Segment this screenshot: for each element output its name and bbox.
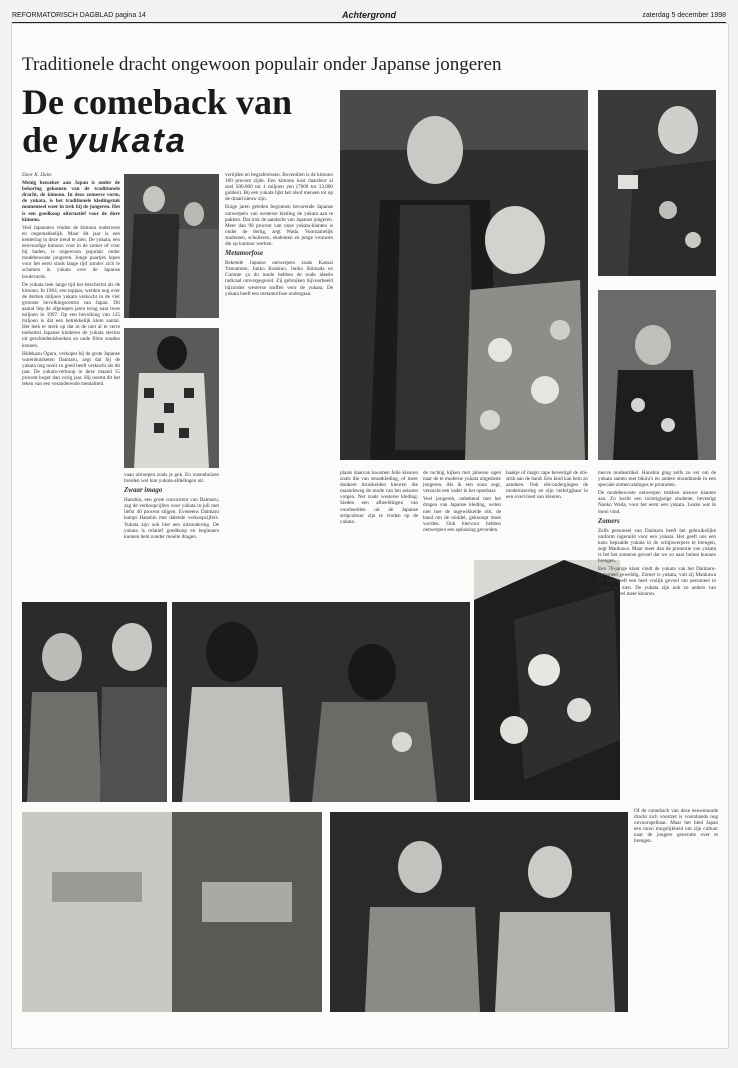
- article-paragraph: merve modeartikel. Hanshin ging zelfs zo ver om de yukata samen met bikini's en andere strandmode in een speciale zomercatalogus te promoten.: [598, 470, 716, 489]
- photo-crowd-back: [172, 602, 470, 802]
- page-header: [12, 10, 726, 22]
- article-lead: Menig bezoeker aan Japan is onder de bekoring gekomen van de traditionele dracht, de kimono. In deze zomerse vorm, de yukata, is het traditionele kledingstuk momenteel weer in trek bij de jongeren. Het is een goedkoop alternatief voor de dure kimono.: [22, 180, 120, 223]
- article-column-3: [225, 172, 333, 590]
- article-paragraph: haakje of magic tape bevestigd de obi-strik aan de band. Een kind kan hem zo aandoen. Ook obi-ondergingen de modernisering en zijn verkrijgbaar in een overvloed van kleuren.: [506, 470, 588, 501]
- header-section: Achtergrond: [342, 10, 396, 20]
- article-paragraph: Of de comeback van deze eeuwenoude dracht zich voortzet is voorshands nog onvoorspelbaar. Maar het bied Japan een mooi mogelijkheid om zijn cultuur naar de jongere generatie over te brengen.: [634, 808, 718, 845]
- photo-girl-drinking: [598, 290, 716, 460]
- article-column-4: [340, 470, 418, 592]
- article-column-7: [598, 470, 716, 800]
- headline-yukata: yukata: [67, 122, 187, 160]
- article-paragraph: vertijden en begrafenissen. Bovendien is de kimono 100 procent zijde. Een kimono kost daardoor al snel 500.000 tot 1 miljoen yen (7000 tot 13.000 gulden). Bij een yukata lijkt het alsof mensen tot op de draad nieuw zijn.: [225, 172, 333, 203]
- article-column-1: [22, 172, 120, 590]
- article-paragraph: De modebewuste ontwerpen trekken nieuwe klanten aan. Zo kocht een twintigjarige studente, bevestigt Naoko Wada, voor het eerst een yukata. Leuke wat ik mooi vind.: [598, 490, 716, 515]
- headline-subtitle: Traditionele dracht ongewoon populair onder Japanse jongeren: [22, 54, 502, 75]
- header-left: REFORMATORISCH DAGBLAD pagina 14: [12, 12, 146, 19]
- article-column-6: [506, 470, 588, 556]
- article-subhead: Metamorfose: [225, 249, 264, 258]
- article-paragraph: Hanshin, een grote concurrent van Daimaru, zag de verkoopcijfers voor yukata in juli met liefst 40 procent stijgen. Eveneens Daimaru kampt Hanshin met dalende verkoopcijfers. Yukata zijn ook hier een uitzondering. De yukata is relatief goedkoop en beginners kunnen hem zonder moeite dragen.: [124, 497, 219, 540]
- header-date: zaterdag 5 december 1998: [642, 12, 726, 19]
- photo-women-laughing: [22, 602, 167, 802]
- article-paragraph: Hidekazu Ogura, verkoper bij de grote Japanse warenhuisketen Daimaru, zegt dat hij de yukata nog nooit zo goed heeft verkocht als dit jaar. De yukata-verkoop in deze maand 15 procent hoger dan vorig jaar. Hij noemt dit het teken van een veranderende mentaliteit.: [22, 350, 120, 388]
- photo-street-yukata-small: [124, 174, 219, 318]
- article-column-2: [124, 472, 219, 590]
- headline-title: De comeback van: [22, 82, 292, 122]
- article-column-8: [634, 808, 718, 1014]
- article-paragraph: Een 70-jarige klant vindt de yukata van het Daimaru-personeel geweldig. Zomer is yukata, vult zij Mankawa bij. Het geeft een heel vrolijk gevoel om personeel in yukata te zien. De yukata zijn ook zo anders van vroeger. Veel meer kleuren.: [598, 566, 716, 597]
- photo-obi-backs: [22, 812, 322, 1012]
- article-paragraph: Bekende Japanse ontwerpers zoals Kansai Yamamoto, Junko Koshino, Junko Shimada en Comme ça du mode hebben de oude ideeën radicaal omvergegooid. Zij gebruiken bijvoorbeeld bijzonder westerse stoffen voor de yukata. De yukata heeft een metamorfose ondergaan.: [225, 260, 333, 297]
- article-byline: Door K. Duits: [22, 172, 52, 178]
- article-paragraph: plaats daarvan kwamen felle kleuren zoals die van straatkleding, of meer donkere bruiskeiden kleuren die maandsweg de mode van het seizoen volgen. Net zoals westerse kleding. Sieden een afbeeldingen van voorbeelden uit de Japanse stripcultuur zijn te vinden op de yukata.: [340, 470, 418, 525]
- headline-de: de: [22, 120, 58, 160]
- article-paragraph: de tochtig kijken met jaloerse ogen naar de te moderne yukata uitgedoste jongeren. Als ik een zoon zegt, verzucht een vader in het openbaar.: [423, 470, 501, 495]
- article-paragraph: De yukata leek lange tijd het beschermt als de kimono. In 1964, een topjaar, werden nog over de dertien miljoen yukata verkocht in de vier grootste bevolkingscentra van Japan. Dit aantal liep de afgelopen jaren terug naar twee miljoen in 1997. Op een bevolking van 125 miljoen is dat een betrekkelijk klein aantal. Het leek er sterk op dat in de niet al te verre toekomst Japanse kinderen de yukata slechts uit geschiedenisboeken en oude films zouden kennen.: [22, 281, 120, 349]
- headline-title-line2: [22, 122, 187, 159]
- photo-yukata-back-small: [124, 328, 219, 468]
- article-paragraph: Veel jongeren, onbekend met het dragen van Japanse kleding, weten niet hoe de ingewikkelde obi, de band om de middel, geknoopt moet worden. Ook hiervoor hebben ontwerpers een oplossing gevonden.: [423, 496, 501, 533]
- article-subhead: Zomers: [598, 516, 620, 525]
- article-column-5: [423, 470, 501, 556]
- article-paragraph: Zelfs personeel van Daimaru heeft het gebruikelijke uniform ingeruild voor een yukata. Het geeft ons een kans bepaalde yukata in de schijnwerpers te brengen, zegt Mankawa. Maar meer dan de promotie van yukata is het het zomerse gevoel dat we zo naar buiten kunnen brengen.: [598, 527, 716, 565]
- photo-woman-drink-top: [598, 90, 716, 276]
- photo-shop-assistants: [330, 812, 628, 1012]
- photo-couple-main: [340, 90, 588, 460]
- article-paragraph: Veel Japanners vinden de kimono ouderwets en ongemakkelijk. Maar dit jaar is een kentering in deze trend te zien. De yukata, een eenvoudige kimono voor in de zomer of voor bij baden, is ongewoon populair onder modebewuste jongeren. Jonge paartjes lopen voor het eerst sinds lange tijd zonder zich te schamen in yukata over de Japanse boulevards.: [22, 224, 120, 280]
- article-paragraph: Enige jaren geleden begonnen bevorende Japanse ontwerpers van westerse kleding de yukata aan te pakken. Dat trok de aandacht van Japanse jongeren. Meer dan 90 procent van onze yukata-klanten is onder de dertig, zegt Wada. Voornamelijk studenten, scholieren, studenten en jonge vrouwen die op kantoor werken.: [225, 204, 333, 248]
- article-paragraph: vaan uitroepen zoals je gek. En warenhuizen breiden wel hun yukata-afdelingen uit.: [124, 472, 219, 485]
- article-subhead: Zwaar imago: [124, 486, 163, 495]
- header-rule: [12, 22, 726, 23]
